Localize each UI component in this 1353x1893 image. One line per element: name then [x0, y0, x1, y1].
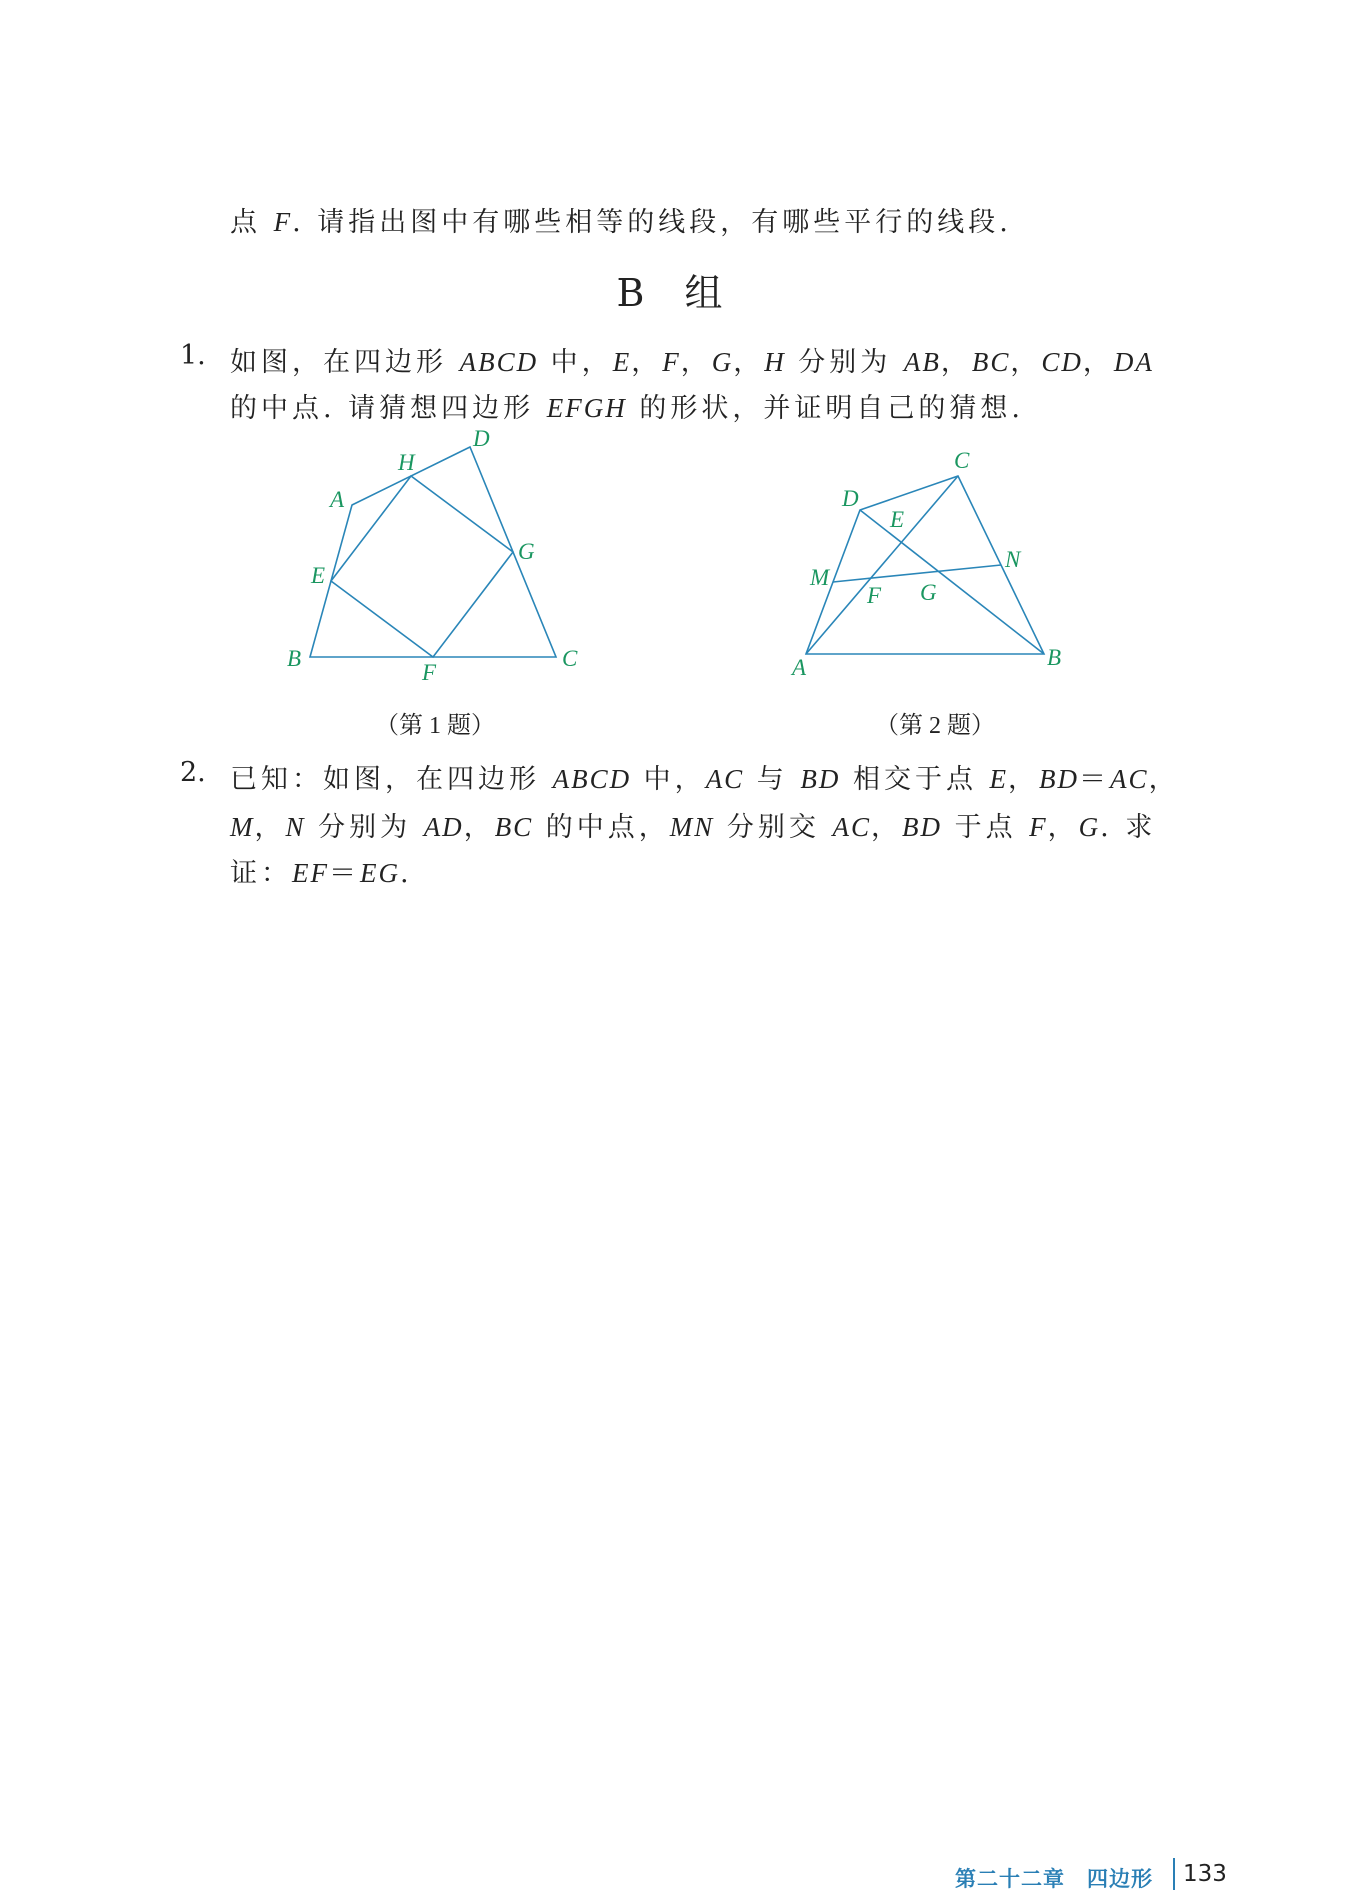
intro-text-rest: . 请指出图中有哪些相等的线段，有哪些平行的线段.: [292, 207, 1012, 238]
label-h: H: [398, 450, 415, 475]
label-e: E: [311, 563, 326, 588]
intro-text: 点: [230, 207, 274, 238]
problem2-number: 2.: [180, 757, 206, 788]
figure2-diagram: [780, 440, 1100, 680]
diagonal-bd: [860, 510, 1044, 654]
problem2-line1: 已知：如图，在四边形 ABCD 中，AC 与 BD 相交于点 E，BD＝AC，: [230, 764, 1180, 795]
intro-line: [230, 200, 1012, 239]
problem2-line2: M，N 分别为 AD，BC 的中点，MN 分别交 AC，BD 于点 F，G. 求: [230, 812, 1157, 843]
label-a: A: [792, 655, 807, 680]
label-c: C: [954, 448, 970, 473]
figure1-caption: （第 1 题）: [375, 713, 495, 739]
label-m: M: [810, 565, 830, 590]
label-c: C: [562, 646, 578, 671]
label-f: F: [867, 583, 882, 608]
footer-chapter: 第二十二章 四边形: [955, 1867, 1153, 1891]
label-b: B: [287, 646, 302, 671]
intro-point: F: [273, 207, 293, 237]
label-a: A: [330, 487, 345, 512]
label-n: N: [1005, 547, 1021, 572]
figure2-caption: （第 2 题）: [875, 713, 995, 739]
section-heading: B 组: [616, 271, 737, 315]
label-e: E: [890, 507, 905, 532]
problem1-line1: 如图，在四边形 ABCD 中，E，F，G，H 分别为 AB，BC，CD，DA: [230, 347, 1154, 378]
label-f: F: [422, 660, 437, 685]
problem1-number: 1.: [180, 340, 206, 371]
figure1-diagram: [270, 425, 610, 690]
label-d: D: [842, 486, 859, 511]
label-g: G: [518, 539, 535, 564]
problem2-line3: 证：EF＝EG.: [230, 858, 413, 889]
page-number: 133: [1183, 1861, 1227, 1887]
label-b: B: [1047, 645, 1062, 670]
footer-divider: [1173, 1858, 1175, 1890]
label-g: G: [920, 580, 937, 605]
label-d: D: [473, 426, 490, 451]
problem1-line2: 的中点. 请猜想四边形 EFGH 的形状，并证明自己的猜想.: [230, 393, 1024, 424]
segment-mn: [833, 565, 1001, 582]
quadrilateral-efgh: [331, 476, 513, 657]
